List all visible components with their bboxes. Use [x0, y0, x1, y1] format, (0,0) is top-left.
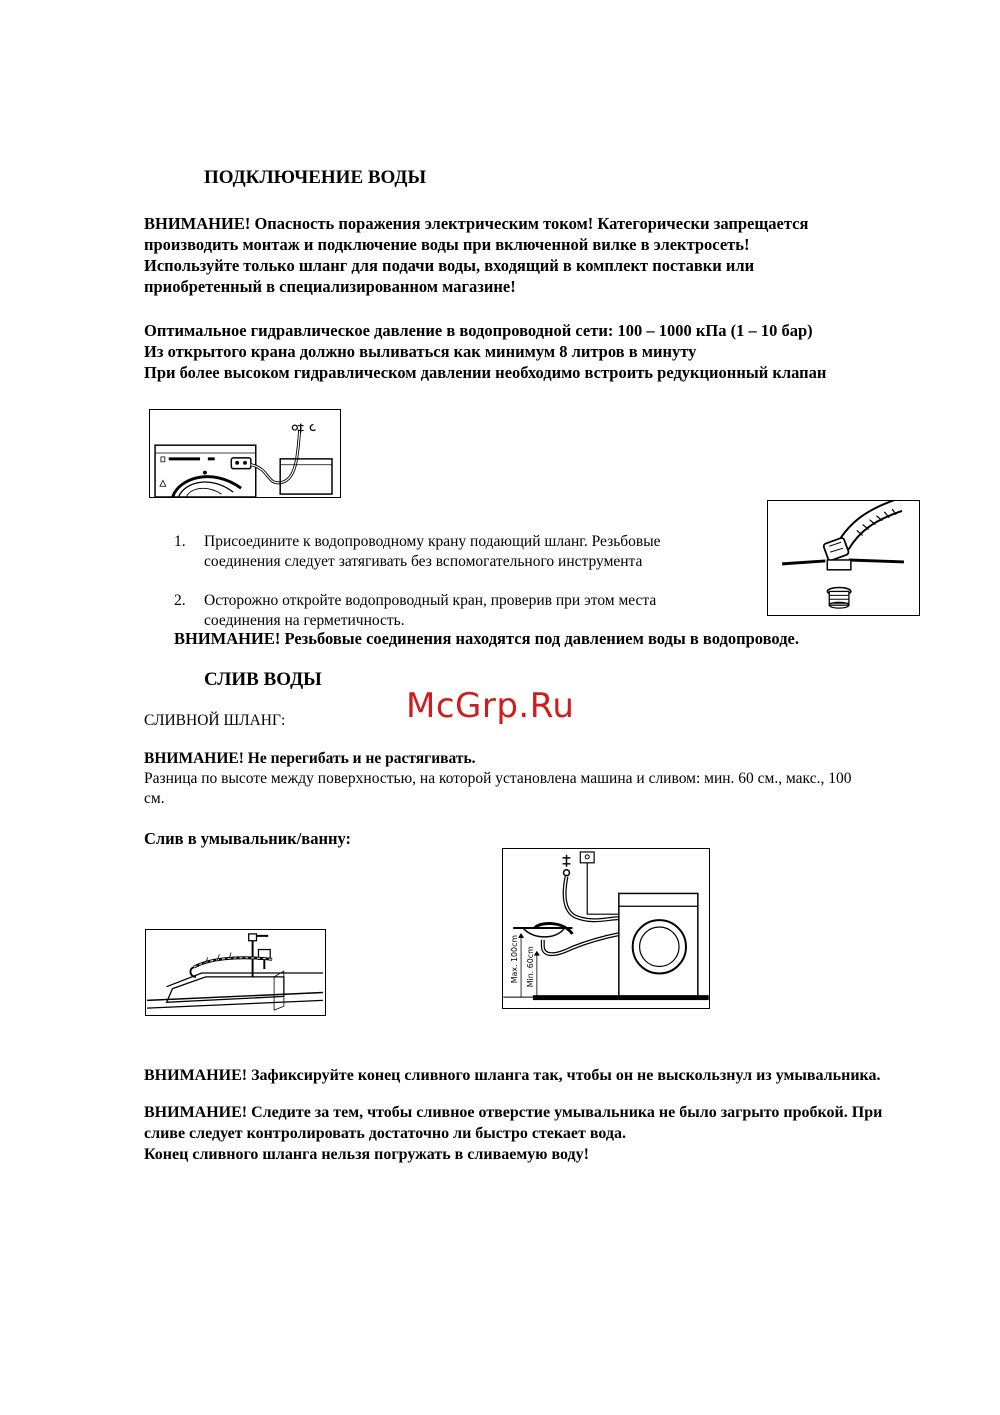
height-difference-text [144, 769, 851, 809]
sink-figure [145, 929, 326, 1016]
inlet-hose-figure [149, 409, 341, 498]
tap-connector-figure [767, 500, 920, 616]
drain-hose-warning: ВНИМАНИЕ! Не перегибать и не растягивать. [144, 750, 476, 767]
min-height-label: Min. 60cm [525, 946, 535, 988]
section-title-water-connection: ПОДКЛЮЧЕНИЕ ВОДЫ [204, 167, 427, 188]
inlet-hose-illustration [150, 410, 340, 497]
sink-drain-heading: Слив в умывальник/ванну: [144, 829, 351, 848]
watermark: McGrp.Ru [406, 686, 575, 726]
tap-connector-illustration [768, 501, 919, 615]
electrical-warning [144, 213, 808, 297]
step-item [174, 532, 661, 572]
max-height-label: Max. 100cm [510, 934, 520, 984]
pressure-line: Из открытого крана должно выливаться как минимум 8 литров в минуту [144, 342, 697, 361]
step-list [174, 532, 661, 631]
step-item [174, 591, 661, 631]
pressure-line: Оптимальное гидравлическое давление в водопроводной сети: 100 – 1000 кПа (1 – 10 бар) [144, 321, 813, 340]
pressure-line: При более высоком гидравлическом давлении необходимо встроить редукционный клапан [144, 363, 827, 382]
threaded-connection-warning: ВНИМАНИЕ! Резьбовые соединения находятся под давлением воды в водопроводе. [174, 629, 799, 648]
section-title-drain: СЛИВ ВОДЫ [204, 669, 322, 690]
step-number: 1. [174, 533, 186, 550]
final-warning-line: сливе следует контролировать достаточно ли быстро стекает вода. [144, 1125, 626, 1142]
height-line: см. [144, 790, 165, 807]
warning-line: производить монтаж и подключение воды при включенной вилке в электросеть! [144, 235, 750, 254]
warning-line: приобретенный в специализированном магазине! [144, 277, 516, 296]
step-text: Присоедините к водопроводному крану подающий шланг. Резьбовые [204, 533, 661, 550]
warning-line: Используйте только шланг для подачи воды, входящий в комплект поставки или [144, 256, 755, 275]
step-text: Осторожно откройте водопроводный кран, проверив при этом места [204, 592, 657, 609]
step-text: соединения на герметичность. [204, 612, 405, 629]
height-line: Разница по высоте между поверхностью, на которой установлена машина и сливом: мин. 60 см., макс., 100 [144, 770, 852, 787]
drain-height-figure [502, 848, 710, 1009]
sink-illustration [146, 930, 325, 1015]
final-warning-line: ВНИМАНИЕ! Следите за тем, чтобы сливное отверстие умывальника не было загрыто пробкой. При [144, 1104, 883, 1121]
final-warning-line: Конец сливного шланга нельзя погружать в сливаемую воду! [144, 1146, 589, 1163]
step-text: соединения следует затягивать без вспомогательного инструмента [204, 553, 643, 570]
final-warning [144, 1102, 882, 1165]
step-number: 2. [174, 592, 186, 609]
fix-hose-warning: ВНИМАНИЕ! Зафиксируйте конец сливного шланга так, чтобы он не выскользнул из умывальника. [144, 1067, 881, 1084]
drain-hose-label: СЛИВНОЙ ШЛАНГ: [144, 712, 286, 729]
drain-height-illustration [503, 849, 709, 1008]
warning-line: ВНИМАНИЕ! Опасность поражения электрическим током! Категорически запрещается [144, 214, 809, 233]
pressure-info [144, 320, 826, 383]
